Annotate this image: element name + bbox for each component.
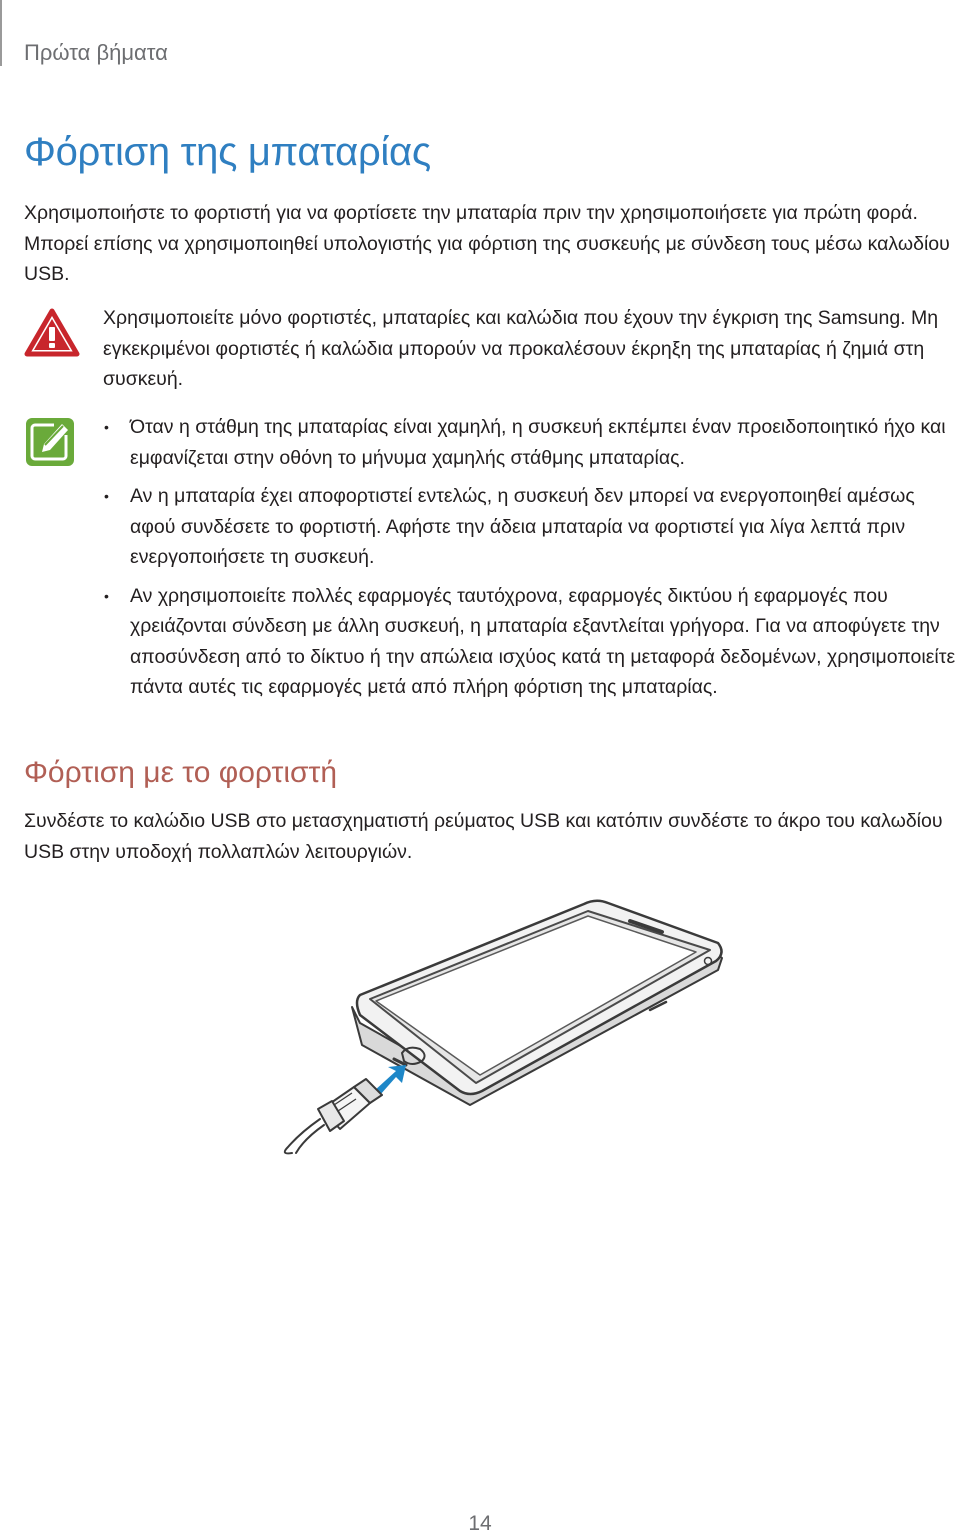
page-number: 14 bbox=[468, 1512, 492, 1535]
phone-usb-charging-illustration bbox=[270, 895, 740, 1160]
note-list bbox=[98, 412, 956, 711]
running-header: Πρώτα βήματα bbox=[24, 40, 168, 65]
bullet: • bbox=[104, 488, 109, 504]
section-title: Φόρτιση της μπαταρίας bbox=[24, 130, 431, 174]
note-item bbox=[98, 581, 956, 703]
bullet: • bbox=[104, 419, 109, 435]
note-item bbox=[98, 412, 956, 473]
note-item-text: Αν η μπαταρία έχει αποφορτιστεί εντελώς, η συσκευή δεν μπορεί να ενεργοποιηθεί αμέσως αφού συνδέσετε το φορτιστή. Αφήστε την άδεια μπαταρία να φορτιστεί για λίγα λεπτά πριν ενεργοποιήσετε τη συσκευή. bbox=[130, 485, 915, 568]
subsection-title: Φόρτιση με το φορτιστή bbox=[24, 756, 338, 789]
intro-paragraph bbox=[24, 198, 954, 290]
caution-text: Χρησιμοποιείτε μόνο φορτιστές, μπαταρίες και καλώδια που έχουν την έγκριση της Samsung. Μη εγκεκριμένοι φορτιστές ή καλώδια μπορούν να προκαλέσουν έκρηξη της μπαταρίας ή ζημιά στη συσκευή. bbox=[103, 307, 939, 390]
usb-plug bbox=[318, 1079, 382, 1131]
warning-triangle-icon bbox=[24, 308, 80, 358]
margin-rule bbox=[0, 0, 2, 66]
note-item-text: Αν χρησιμοποιείτε πολλές εφαρμογές ταυτόχρονα, εφαρμογές δικτύου ή εφαρμογές που χρειάζονται σύνδεση με άλλη συσκευή, η μπαταρία εξαντλείται γρήγορα. Για να αποφύγετε την αποσύνδεση από το δίκτυο ή την απώλεια ισχύος κατά τη μεταφορά δεδομένων, χρησιμοποιείτε πάντα αυτές τις εφαρμογές μετά από πλήρη φόρτιση της μπαταρίας. bbox=[130, 584, 956, 698]
note-item bbox=[98, 481, 956, 573]
note-pencil-icon bbox=[24, 416, 76, 468]
bullet: • bbox=[104, 587, 109, 604]
caution-block bbox=[103, 303, 960, 395]
intro-text: Χρησιμοποιήστε το φορτιστή για να φορτίσετε την μπαταρία πριν την χρησιμοποιήσετε για πρώτη φορά. Μπορεί επίσης να χρησιμοποιηθεί υπολογιστής για φόρτιση της συσκευής με σύνδεση τους μέσω καλωδίου USB. bbox=[24, 202, 950, 285]
phone-illustration bbox=[352, 901, 722, 1105]
connect-text: Συνδέστε το καλώδιο USB στο μετασχηματιστή ρεύματος USB και κατόπιν συνδέστε το άκρο του καλωδίου USB στην υποδοχή πολλαπλών λειτουργιών. bbox=[24, 810, 943, 863]
usb-cable bbox=[285, 1119, 324, 1153]
note-item-text: Όταν η στάθμη της μπαταρίας είναι χαμηλή, η συσκευή εκπέμπει έναν προειδοποιητικό ήχο και εμφανίζεται στην οθόνη το μήνυμα χαμηλής στάθμης μπαταρίας. bbox=[130, 416, 946, 469]
connect-paragraph bbox=[24, 806, 944, 867]
